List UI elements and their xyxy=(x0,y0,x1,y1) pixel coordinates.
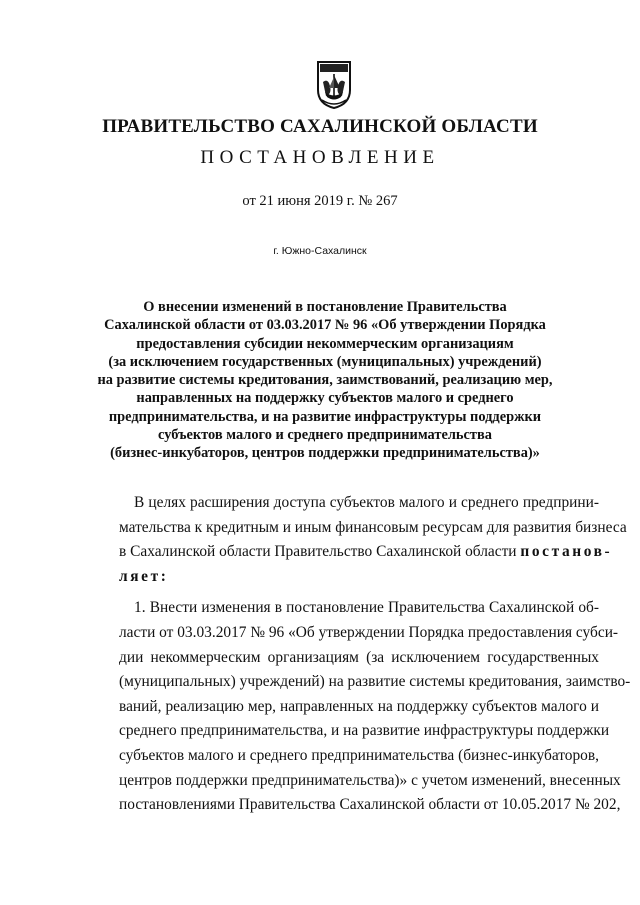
body-line: постановлениями Правительства Сахалинской области от 10.05.2017 № 202, xyxy=(119,796,621,814)
body-line: ваний, реализацию мер, направленных на поддержку субъектов малого и xyxy=(119,697,599,715)
document-type: ПОСТАНОВЛЕНИЕ xyxy=(200,147,440,168)
body-line: мательства к кредитным и иным финансовым ресурсам для развития бизнеса xyxy=(119,518,627,536)
body-line xyxy=(119,565,599,590)
city-name: г. Южно-Сахалинск xyxy=(273,245,367,257)
subject-line: предоставления субсидии некоммерческим организациям xyxy=(136,335,514,352)
body-line: (муниципальных) учреждений) на развитие системы кредитования, заимство- xyxy=(119,673,631,691)
subject-line: на развитие системы кредитования, заимствований, реализацию мер, xyxy=(97,372,553,389)
subject-line: направленных на поддержку субъектов малого и среднего xyxy=(136,390,514,407)
decides-word: постанов- xyxy=(520,543,613,561)
body-line: среднего предпринимательства, и на развитие инфраструктуры поддержки xyxy=(119,722,610,740)
body-line: ласти от 03.03.2017 № 96 «Об утверждении Порядка предоставления субси- xyxy=(119,623,619,641)
body-line: В целях расширения доступа субъектов малого и среднего предприни- xyxy=(134,494,599,511)
decides-word-end: ляет: xyxy=(119,567,169,585)
body-line: субъектов малого и среднего предпринимательства (бизнес-инкубаторов, xyxy=(119,746,599,764)
subject-line: (за исключением государственных (муниципальных) учреждений) xyxy=(108,353,542,370)
body-line: центров поддержки предпринимательства)» с учетом изменений, внесенных xyxy=(119,771,621,789)
subject-line: предпринимательства, и на развитие инфраструктуры поддержки xyxy=(108,408,542,425)
paragraph-1 xyxy=(119,596,631,817)
subject-line: (бизнес-инкубаторов, центров поддержки предпринимательства)» xyxy=(110,445,540,462)
subject-line: Сахалинской области от 03.03.2017 № 96 «Об утверждении Порядка xyxy=(104,317,546,334)
decree-body xyxy=(119,491,631,818)
body-line xyxy=(119,540,613,565)
body-line-text: в Сахалинской области Правительство Сахалинской области xyxy=(119,543,517,561)
body-line: дии некоммерческим организациям (за исключением государственных xyxy=(119,648,599,666)
subject-line: субъектов малого и среднего предпринимательства xyxy=(158,427,492,444)
sakhalin-coat-of-arms-icon xyxy=(316,60,352,110)
subject-line: О внесении изменений в постановление Правительства xyxy=(143,299,507,315)
body-line: 1. Внести изменения в постановление Правительства Сахалинской об- xyxy=(134,599,599,617)
date-and-number: от 21 июня 2019 г. № 267 xyxy=(242,193,398,209)
government-name: ПРАВИТЕЛЬСТВО САХАЛИНСКОЙ ОБЛАСТИ xyxy=(102,116,538,137)
intro-paragraph xyxy=(119,491,627,589)
decree-subject xyxy=(60,298,590,463)
